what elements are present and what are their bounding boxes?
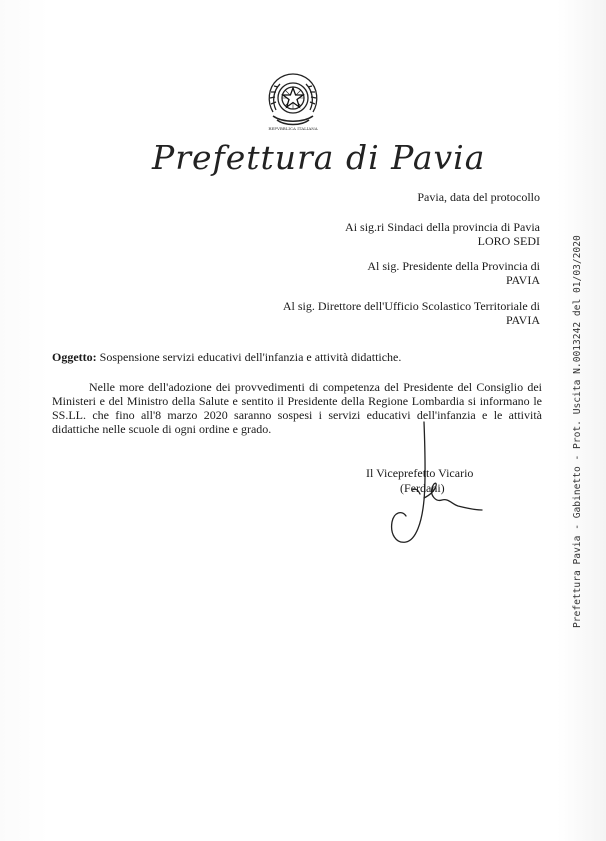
svg-text:REPVBBLICA ITALIANA: REPVBBLICA ITALIANA	[268, 126, 318, 131]
subject-text: Sospensione servizi educativi dell'infanzia e attività didattiche.	[99, 350, 402, 364]
recipient-line: PAVIA	[505, 273, 540, 287]
subject-label: Oggetto:	[52, 350, 97, 364]
signatory-name: (Ferdani)	[400, 481, 445, 495]
signatory-title: Il Viceprefetto Vicario	[366, 466, 474, 480]
subject-line	[52, 350, 401, 365]
recipient-line: Al sig. Direttore dell'Ufficio Scolastico Territoriale di	[282, 299, 540, 313]
recipient-school-director	[283, 299, 540, 327]
office-title: Prefettura di Pavia	[152, 138, 486, 177]
recipient-line: LORO SEDI	[477, 234, 540, 248]
recipient-mayors	[345, 220, 540, 248]
date-line: Pavia, data del protocollo	[417, 190, 540, 204]
recipient-line: Ai sig.ri Sindaci della provincia di Pavia	[345, 220, 540, 234]
recipient-province-president	[367, 259, 540, 287]
recipient-line: Al sig. Presidente della Provincia di	[367, 259, 540, 273]
protocol-stamp: Prefettura Pavia - Gabinetto - Prot. Uscita N.0013242 del 01/03/2020	[572, 235, 583, 628]
recipient-line: PAVIA	[505, 313, 540, 327]
italian-republic-emblem-icon	[263, 68, 323, 134]
body-paragraph: Nelle more dell'adozione dei provvedimenti di competenza del Presidente del Consiglio dei Ministeri e del Ministro della Salute e sentito il Presidente della Regione Lombardia si informano le SS.LL. che fino all'8 marzo 2020 saranno sospesi i servizi educativi dell'infanzia e le attività didattiche nelle scuole di ogni ordine e grado.	[52, 380, 542, 436]
